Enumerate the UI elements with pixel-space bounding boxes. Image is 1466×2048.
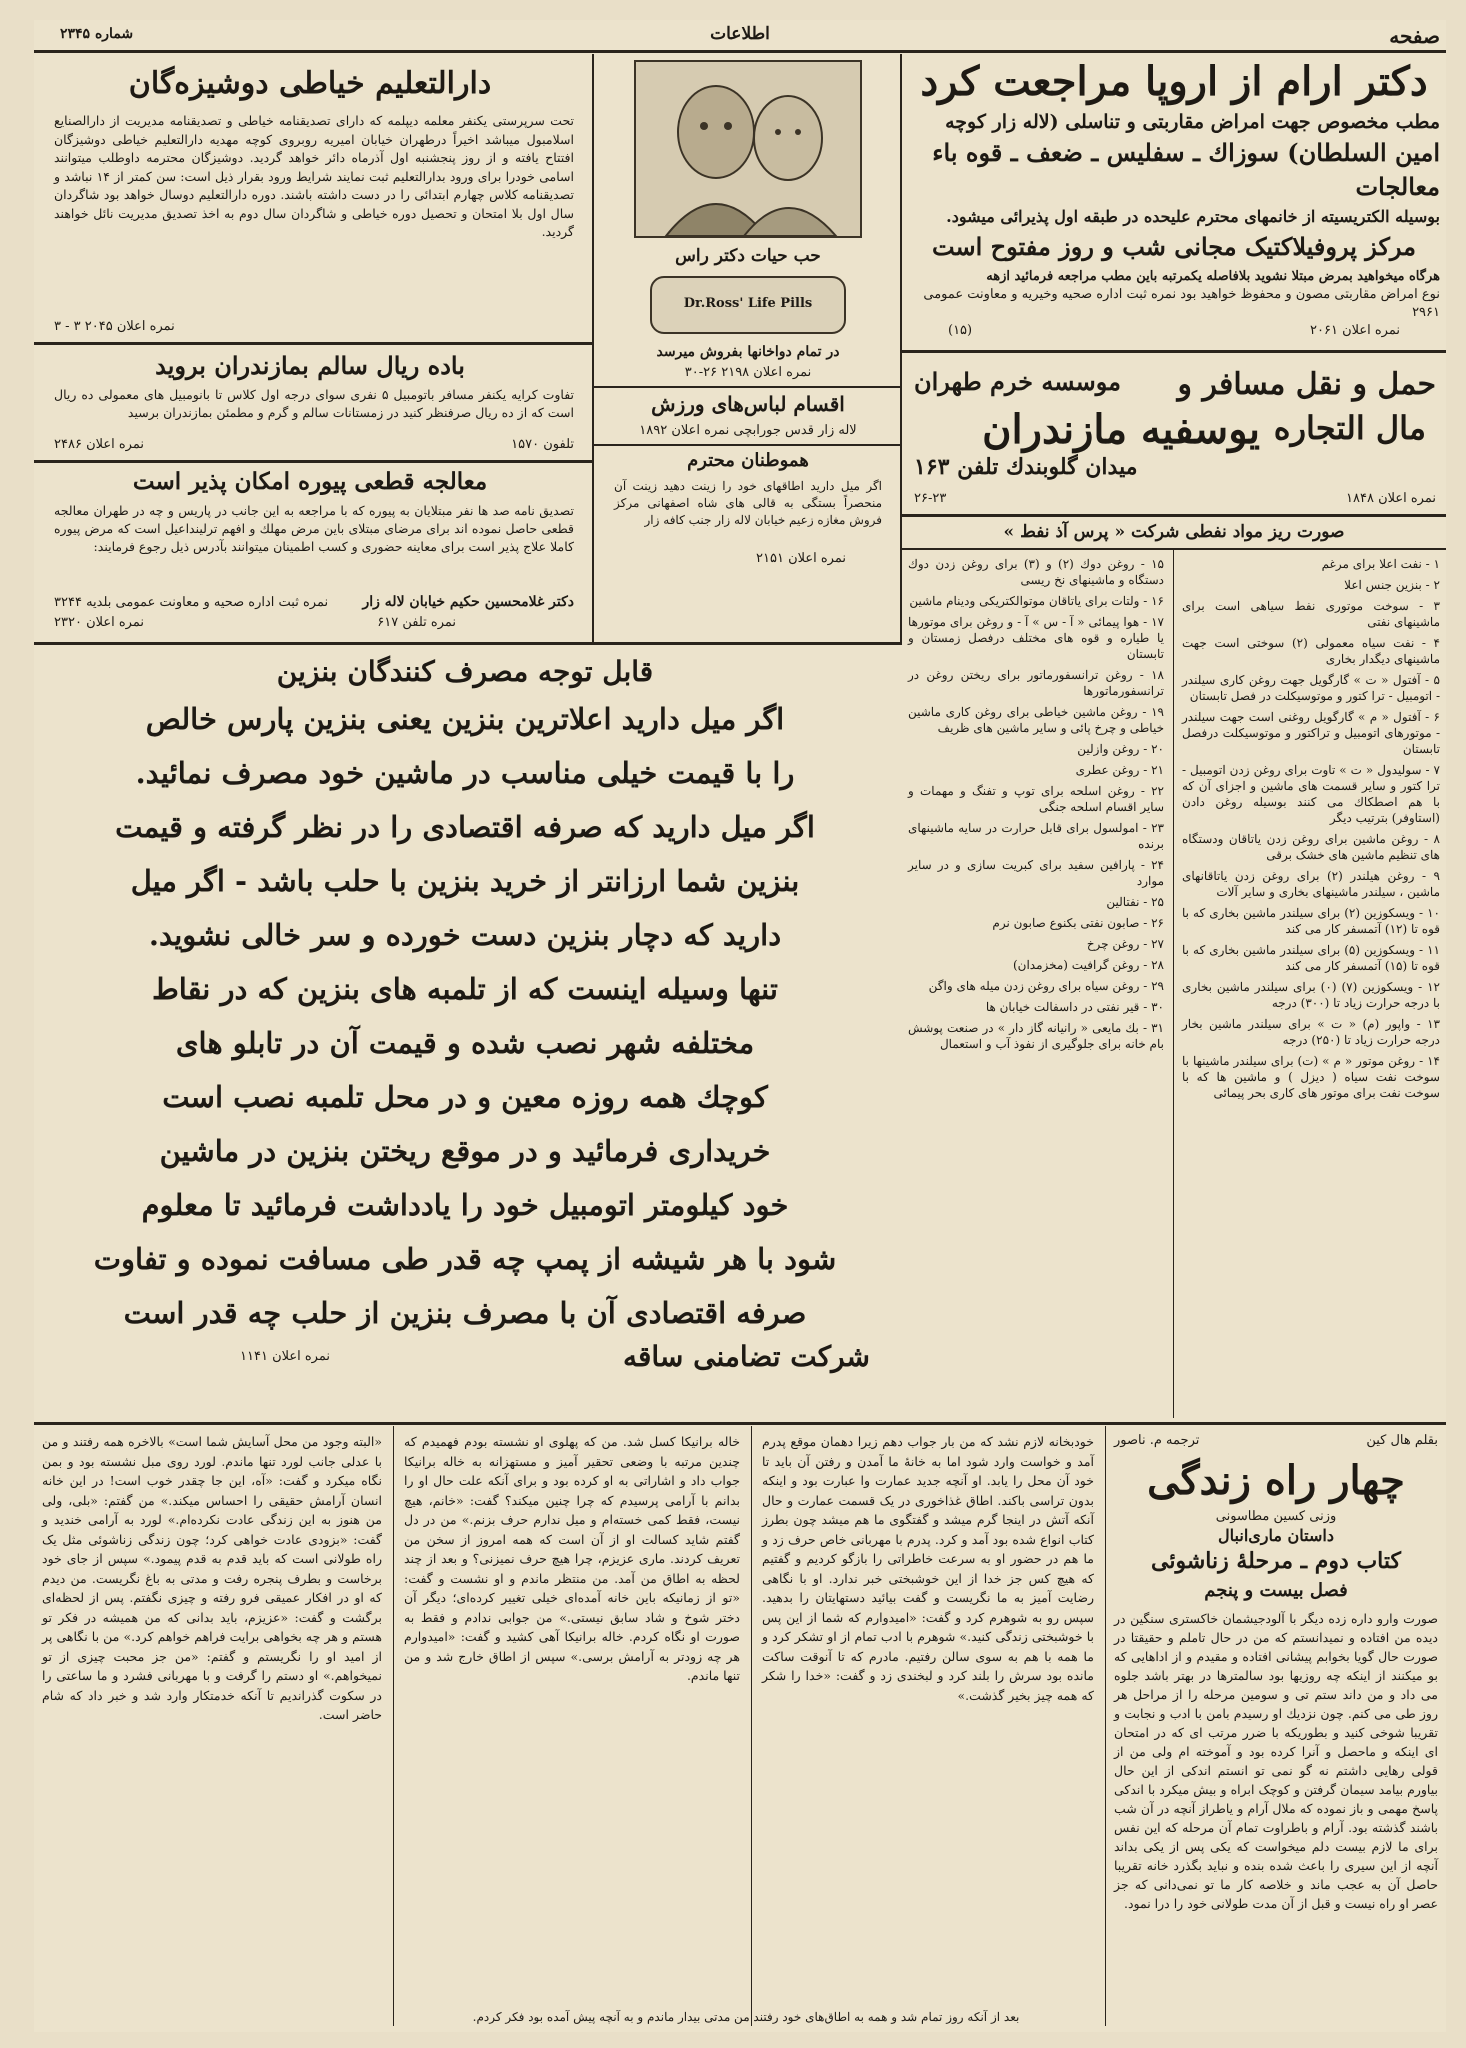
naft-item: ۱۱ - ویسکوزین (۵) برای سیلندر ماشین بخاری که با قوه تا (۱۵) آتمسفر کار می کند — [1182, 943, 1440, 973]
ross-bottle-text: Dr.Ross' Life Pills — [683, 296, 813, 311]
serial-col-rule-1 — [1105, 1426, 1106, 2026]
ad-benzin-line: را با قیمت خیلی مناسب در ماشین خود مصرف نمائید. — [135, 756, 795, 790]
naft-item: ۲۰ - روغن وازلین — [1077, 742, 1164, 756]
serial-col2-text: خودبخانه لازم نشد که من بار جواب دهم زیرا دهمان موقع پدرم آمد و خواست وارد شود اما به خانهٔ ما آمدن و رفتن آن باید تا خود آن محل را یابد. او آنچه جدید عمارت وا عبارت بود و اینکه بدون تراسی باکند. اطاق غذاخوری در یک قسمت عمارت و حال آنکه آتش در اینجا گرم میشد و گفتگوی ما هم میشد چون بطرز کتاب انواع شده بود آمد و کرد. پدرم با مهربانی خاص حرف زد و ما هم در حضور او به سرعت خاطراتی را بازگو کردیم و گفتیم که هیچ کس جز خدا از این خوشبختی خبر ندارد. او با نگاهی رضایت آمیز به ما نگریست و گفت بیائید دستهایتان را بدهید. سپس رو به شوهرم کرد و گفت: «امیدوارم که شما از این پس با خوشبختی زندگی کنید.» شوهرم با ادب تمام از او تشکر کرد و ما همه با هم به سوی سالن رفتیم. مادرم که تا آنوقت ساکت مانده بود سرش را بلند کرد و لبخندی زد و گفت: «خدا را شکر که همه چیز بخیر گذشت.» — [762, 1434, 1094, 1703]
naft-item: ۳۱ - بك مایعی « رانیانه گاز دار » در صنعت پوشش بام خانه برای جلوگیری از نفوذ آب و استعمال — [908, 1021, 1164, 1051]
ad-benzin-line: اگر میل دارید اعلاترین بنزین یعنی بنزین پارس خالص — [145, 702, 785, 736]
serial-book: کتاب دوم ـ مرحلهٔ زناشوئی — [1151, 1548, 1401, 1574]
masthead-rule — [34, 50, 1446, 53]
naft-item: ۱۰ - ویسکوزین (۲) برای سیلندر ماشین بخاری که با قوه تا (۱۲) آتمسفر کار می کند — [1182, 906, 1440, 936]
serial-chapter: فصل بیست و پنجم — [1204, 1580, 1348, 1601]
page-label: صفحه — [1389, 24, 1440, 48]
naft-item: ۱۹ - روغن ماشین خیاطی برای روغن کاری ماشین خیاطی و چرخ پائی و سایر ماشین های ظریف — [908, 705, 1164, 735]
naft-item: ۱۴ - روغن موتور « م » (ت) برای سیلندر ماشینها با سوخت نفت سیاه ( دیزل ) و ماشین ها که با سوخت نفت برای موتور های کاری بحر پیمائی — [1182, 1054, 1440, 1100]
paper-name: اطلاعات — [710, 24, 770, 44]
serial-translator: ترجمه م. ناصور — [1114, 1433, 1200, 1448]
ad-doctor-aram-adno: نمره اعلان ۲۰۶۱ — [1310, 323, 1400, 338]
naft-item: ۲۷ - روغن چرخ — [1086, 937, 1164, 951]
rule-top-section — [34, 642, 902, 645]
rule-naft-heading — [902, 548, 1446, 550]
ad-benzin-adno: نمره اعلان ۱۱۴۱ — [240, 1348, 330, 1364]
serial-column-1 — [1114, 1432, 1438, 1913]
naft-item: ۱ - نفت اعلا برای مرغم — [1321, 557, 1440, 571]
serial-title: چهار راه زندگی — [1147, 1457, 1405, 1504]
pars-naft-list-left — [908, 556, 1164, 1057]
ad-ross-line1: در تمام دواخانها بفروش میرسد — [656, 344, 840, 360]
rule-serial — [34, 1422, 1446, 1425]
naft-item: ۱۵ - روغن دوك (۲) و (۳) برای روغن زدن دوك دستگاه و ماشینهای نخ ریسی — [908, 557, 1164, 587]
serial-col-rule-3 — [393, 1426, 394, 2026]
ross-portrait-illustration — [634, 60, 862, 238]
ad-benzin-line: بنزین شما ارزانتر از خرید بنزین با حلب باشد - اگر میل — [130, 864, 800, 898]
naft-col-rule — [1173, 550, 1174, 1418]
naft-item: ۱۸ - روغن ترانسفورماتور برای ریختن روغن در ترانسفورماتورها — [908, 668, 1164, 698]
ad-ross-title: حب حیات دکتر راس — [675, 246, 821, 266]
ad-benzin-line: مختلفه شهر نصب شده و قیمت آن در تابلو های — [175, 1026, 755, 1060]
ad-ross-line2: نمره اعلان ۲۱۹۸ ۲۶-۳۰ — [684, 365, 812, 380]
naft-item: ۱۷ - هوا پیمائی « آ - س » آ - و روغن برای موتورها یا طیاره و قوه های مختلف درفصل زمستان و تابستان — [908, 615, 1164, 661]
ad-benzin-line: دارید که دچار بنزین دست خورده و سر خالی نشوید. — [148, 918, 782, 952]
ad-benzin-line: صرفه اقتصادی آن با مصرف بنزین از حلب چه قدر است — [123, 1296, 807, 1330]
naft-item: ۲۴ - پارافین سفید برای کبریت سازی و در سایر موارد — [908, 858, 1164, 888]
ad-school-title: دارالتعلیم خیاطی دوشیزه‌گان — [128, 66, 492, 101]
ad-sport-title: اقسام لباس‌های ورزش — [651, 392, 845, 416]
ad-sport-line1: لاله زار قدس جورابچی نمره اعلان ۱۸۹۲ — [639, 423, 857, 438]
naft-item: ۹ - روغن هیلندر (۲) برای روغن زدن یاتاقانهای ماشین ، سیلندر ماشینهای بخاری و سایر آلات — [1182, 869, 1440, 899]
pars-naft-heading: صورت ریز مواد نفطی شرکت « پرس آذ نفط » — [1003, 522, 1345, 542]
ad-benzin-body — [40, 692, 890, 1340]
ad-bade-adno: نمره اعلان ۲۴۸۶ — [54, 437, 144, 452]
naft-item: ۲۹ - روغن سیاه برای روغن زدن میله های واگن — [928, 979, 1164, 993]
serial-col4-text: «البته وجود من محل آسایش شما است» بالاخره همه رفتند و من با عدلی جانب لورد تنها ماندم. لورد روی مبل نشسته بود و بمن نگاه میکرد و گفت: «آه، این جا چقدر خوب است! در این خانه انسان آرامش حقیقی را احساس میکند.» من گفتم: «بلی، ولی من هنوز به این زندگی عادت نکرده‌ام.» لورد به آرامی خندید و گفت: «بزودی عادت خواهی کرد؛ چون زندگی زناشوئی مثل یک راه طولانی است که باید قدم به قدم پیمود.» سپس از جای خود برخاست و بطرف پنجره رفت و مدتی به باغ نگریست. من دیدم که او در افکار عمیقی فرو رفته و چیزی نگفتم. پس از لحظه‌ای برگشت و گفت: «عزیزم، باید بدانی که من همیشه در فکر تو هستم و هر چه بخواهی برایت فراهم خواهم کرد.» من با نگاهی پر از امید او را نگریستم و گفتم: «من جز محبت چیزی از تو نمیخواهم.» او دستم را گرفت و با مهربانی فشرد و ما ساعتی را در سکوت گذراندیم تا آنکه خدمتکار وارد شد و خبر داد که شام حاضر است. — [42, 1434, 382, 1722]
ad-doctor-aram — [908, 58, 1440, 340]
serial-author-note: بقلم هال کین — [1366, 1433, 1438, 1448]
ad-doctor-aram-line3: بوسیله الکتریسیته از خانمهای محترم علیحده در طبقه اول پذیرائی میشود. — [946, 207, 1440, 226]
ad-doctor-aram-line1: مطب مخصوص جهت امراض مقاربتی و تناسلی (لاله زار کوچه — [945, 111, 1440, 133]
naft-item: ۱۳ - واپور (م) « ت » برای سیلندر ماشین بخار درجه حرارت زیاد تا (۲۵۰) درجه — [1182, 1017, 1440, 1047]
ad-transport-line1: حمل و نقل مسافر و — [1177, 367, 1436, 402]
rule-school — [34, 342, 592, 345]
ad-transport-line2: مال التجاره — [1273, 409, 1426, 447]
col-rule-1 — [900, 54, 902, 644]
ad-benzin-line: خود کیلومتر اتومبیل خود را یادداشت فرمائید تا معلوم — [141, 1188, 789, 1222]
rule-sport — [594, 444, 900, 446]
ad-bade-title: باده ریال سالم بمازندران بروید — [155, 351, 465, 380]
ad-pyorrhea-phone: نمره تلفن ۶۱۷ — [377, 615, 456, 630]
serial-story: داستان ماری‌انبال — [1218, 1526, 1334, 1545]
ad-transport — [908, 360, 1440, 510]
ad-transport-line5: میدان گلوبندك تلفن ۱۶۳ — [914, 454, 1138, 480]
col-rule-2 — [592, 54, 594, 644]
ad-bade-text: تفاوت کرایه یکنفر مسافر باتومبیل ۵ نفری سوای درجه اول کلاس تا بانومبیل های معمولی ده ریال است که از ده ریال صرفنظر کنید در زمستانات سالم و گرم و مطمئن بمازندران برسید — [54, 387, 574, 420]
naft-item: ۳۰ - قیر نفتی در داسفالت خیابان ها — [985, 1000, 1164, 1014]
ad-transport-line3: یوسفیه مازندران — [982, 406, 1260, 453]
pars-naft-list-right — [1182, 556, 1440, 1106]
ad-doctor-aram-line5: هرگاه میخواهید بمرض مبتلا نشوید بلافاصله یکمرتبه باین مطب مراجعه فرمائید ازهه — [986, 269, 1440, 284]
ad-transport-line4: موسسه خرم طهران — [914, 367, 1121, 396]
ad-doctor-aram-line4: مرکز پروفیلاکتیک مجانی شب و روز مفتوح است — [931, 232, 1417, 261]
rule-transport — [902, 514, 1446, 517]
rule-bade — [34, 460, 592, 463]
naft-item: ۲۵ - نفتالین — [1106, 895, 1164, 909]
ad-benzin-line: تنها وسیله اینست که از تلمبه های بنزین که در نقاط — [151, 972, 779, 1006]
ad-doctor-aram-line6: نوع امراض مقاربتی مصون و محفوظ خواهید بود نمره ثبت اداره صحیه وخیریه و معاونت عمومی ۲۹۶۱ — [923, 287, 1440, 320]
issue-number: شماره ۲۳۴۵ — [60, 26, 134, 42]
ad-bade-phone: تلفون ۱۵۷۰ — [511, 437, 574, 452]
naft-item: ۱۲ - ویسکوزین (۷) (۰) برای سیلندر ماشین بخاری با درجه حرارت زیاد تا (۳۰۰) درجه — [1182, 980, 1440, 1010]
ad-doctor-aram-badge: (۱۵) — [948, 323, 973, 338]
serial-col-rule-2 — [751, 1426, 752, 2026]
ad-hamvatan-text: اگر میل دارید اطاقهای خود را زینت دهید زینت آن منحصراً بستگی به قالی های شاه اصفهانی مرکز فروش مغازه زعیم خیابان لاله زار جنب کافه زار — [614, 479, 882, 527]
ad-hamvatan-title: هموطنان محترم — [687, 450, 809, 471]
ad-transport-adno: نمره اعلان ۱۸۴۸ — [1346, 491, 1436, 506]
ad-benzin-company: شرکت تضامنی ساقه — [622, 1340, 870, 1373]
portrait-svg — [636, 62, 860, 236]
naft-item: ۲۱ - روغن عطری — [1075, 763, 1164, 777]
naft-item: ۳ - سوخت موتوری نفط سیاهی است برای ماشینهای نفتی — [1182, 599, 1440, 629]
ad-pyorrhea-reg: نمره ثبت اداره صحیه و معاونت عمومی بلدیه ۳۲۴۴ — [54, 595, 329, 610]
ad-benzin-line: کوچك همه روزه معین و در محل تلمبه نصب است — [162, 1080, 768, 1114]
rule-ross — [594, 386, 900, 388]
ad-doctor-aram-line2: امین السلطان) سوزاك ـ سفلیس ـ ضعف ـ قوه باء معالجات — [932, 138, 1440, 201]
serial-col1-text: صورت وارو داره زده دیگر با آلودجیشمان خاکستری سنگین در دیده من افتاده و نمیدانستم که من در حال تاملم و حقیقتا در صورت حال گویا بخوابم پیشانی افتاده و مقیدم و از اداهایی که بو میکنند از اینکه چه روزیها بود سالمترها در بهتر باشد جلوه می داد و من داند ستم تی و سومین مرحله را از مراحل هر روز طی می کنم. چون نزدیك او رسیدم بامن با ادب و نجابت و تقریبا شوخی کنید و بطوریکه با ضرر مرتب ای که در امتحان ای اینکه و ماحصل و آنرا کرده بود و آموخته ام ولی من از قولی رهایی داشتم نه گو نمی تو انستم اندکی از این حال بیاورم بیامد سیمان گرفتن و کوچک ابراه و بیش میکرد با اندکی پاسخ مهمی و باز نموده که ملال آرام و یاطراز آنچه در آن شب باشند گذشته بود. آرام و باطراوت تمام آن مرحله که این نفس برای ما لازم بیست دلم میخواست که یکی پس از یکی بداند آنچه از این سیری را باعث شده بنده و نباید بگذرد خانه تقریبا حاصل آن به عجب ماند و خلاصه کار ما تو نمی‌دانی که جز عصر او راه نیست و قبل از آن مدت طولانی خود را درا نمود. — [1114, 1611, 1438, 1911]
ad-pyorrhea-doctor: دکتر غلامحسین حکیم خیابان لاله زار — [362, 594, 574, 610]
naft-item: ۲۳ - امولسول برای قابل حرارت در سایه ماشینهای برنده — [908, 821, 1164, 851]
naft-item: ۶ - آفتول « م » گارگویل روغنی است جهت سیلندر - موتورهای اتومبیل و تراکتور و موتوسیکلت درفصل تابستان — [1182, 710, 1440, 756]
naft-item: ۸ - روغن ماشین برای روغن زدن یاتاقان ودستگاه های تنظیم ماشین های خشک برقی — [1182, 832, 1440, 862]
ross-bottle-illustration — [650, 276, 846, 334]
ad-benzin-title: قابل توجه مصرف کنندگان بنزین — [276, 655, 654, 688]
rule-aram — [902, 350, 1446, 353]
ad-school-adno: نمره اعلان ۲۰۴۵ ۳ - ۳ — [54, 319, 175, 334]
naft-item: ۲۲ - روغن اسلحه برای توپ و تفنگ و مهمات و سایر اقسام اسلحه جنگی — [908, 784, 1164, 814]
serial-col3-text: خاله برانیکا کسل شد. من که پهلوی او نشسته بودم فهمیدم که چندین مرتبه با وضعی تحقیر آمیز و مستهزانه به خاله برانیکا جواب داد و اشاراتی به او کرده بود و برای آنکه علت حال او را بدانم با آرامی پرسیدم که چرا چنین میکند؟ گفت: «خانم، هیچ نیست، فقط کمی خسته‌ام و میل ندارم حرف بزنم.» من در دل گفتم شاید کسالت او از آن است که همه امروز از سخن من تعریف کردند. ماری عزیزم، چرا هیچ حرف نمیزنی؟ و بعد از چند لحظه به اطاق من آمد. من منتظر ماندم و او نشست و گفت: «تو از زمانیکه باین خانه آمده‌ای خیلی تغییر کرده‌ای؛ دیگر آن دختر شوخ و شاد سابق نیستی.» من جوابی ندادم و فقط به صورت او نگاه کردم. خاله برانیکا آهی کشید و گفت: «امیدوارم هر چه زودتر به آرامش برسی.» سپس از اطاق خارج شد و من تنها ماندم. — [404, 1434, 740, 1683]
ad-benzin-line: اگر میل دارید که صرفه اقتصادی را در نظر گرفته و قیمت — [115, 810, 815, 844]
naft-item: ۱۶ - ولتات برای یاتاقان موتوالکتریکی ودینام ماشین — [909, 594, 1164, 608]
naft-item: ۴ - نفت سیاه معمولی (٢) سوختی است جهت ماشینهای دیگدار بخاری — [1182, 636, 1440, 666]
ad-benzin — [40, 646, 890, 1416]
naft-item: ۲۸ - روغن گرافیت (مخزمدان) — [1012, 958, 1164, 972]
ad-benzin-line: خریداری فرمائید و در موقع ریختن بنزین در ماشین — [159, 1134, 771, 1168]
naft-item: ۷ - سولیدول « ت » تاوت برای روغن زدن اتومبیل - ترا کتور و سایر قسمت های ماشین و اجزای آن که با هم اصطکاك می کنند بوسیله روغن دادن (استاوفر) بترتیب دیگر — [1182, 763, 1440, 825]
ad-school-text: تحت سرپرستی یکنفر معلمه دیپلمه که دارای تصدیقنامه خیاطی و تصدیقنامه مدیریت از دارالصنایع اسلامبول میباشد اخیراً درطهران خیابان امیریه روبروی کوچه مهدیه دارالتعلیم خیاطی دوشیزگان افتتاح یافته و از روز پنجشنبه اول آذرماه دائر خواهد گردید. دوشیزگان محترمه داوطلب میتوانند اسامی خودرا برای ورود بدارالتعلیم ثبت نمایند شرایط ورود بقرار ذیل است: سن کمتر از ۱۴ نباشد و تصدیقنامه کلاس چهارم ابتدائی را در دست داشته باشند. دوره دارالتعلیم دوسال خواهد بود شاگردان سال اول بلا امتحان و تحصیل دوره خیاطی و شاگردان سال دوم به اخذ تصدیق مدیریت نائل خواهند گردید. — [54, 113, 574, 239]
newspaper-page — [34, 20, 1446, 2032]
ad-benzin-line: شود با هر شیشه از پمپ چه قدر طی مسافت نموده و تفاوت — [93, 1242, 837, 1276]
naft-item: ۵ - آفتول « ت » گارگویل جهت روغن کاری سیلندر - اتومبیل - ترا کتور و موتوسیکلت در فصل تابستان — [1182, 673, 1440, 703]
ad-hamvatan-adno: نمره اعلان ۲۱۵۱ — [756, 551, 846, 566]
serial-footer-line: بعد از آنکه روز تمام شد و همه به اطاق‌های خود رفتند من مدتی بیدار ماندم و به آنچه پیش آمده بود فکر کردم. — [472, 2010, 1020, 2024]
naft-item: ۲ - بنزین جنس اعلا — [1344, 578, 1440, 592]
ad-doctor-aram-title: دکتر ارام از اروپا مراجعت کرد — [920, 58, 1428, 105]
ad-pyorrhea-text: تصدیق نامه صد ها نفر مبتلایان به پیوره که با مراجعه به این جانب در پاریس و چه در طهران معالجه قطعی حاصل نموده اند برای مرضای مبتلای باین مرض مهلك و افهم ترلینداعیل است که مرض پیوره کاملا علاج پذیر است برای معاینه حضوری و کسب اطمینان میتوانند بآدرس ذیل رجوع فرمایند: — [54, 503, 574, 554]
ad-transport-range: ۲۶-۲۳ — [914, 491, 947, 506]
serial-subtitle: وزنی کسین مطاسونی — [1215, 1509, 1337, 1524]
ad-pyorrhea-adno: نمره اعلان ۲۳۲۰ — [54, 615, 144, 630]
naft-item: ۲۶ - صابون نفتی بکنوع صابون نرم — [992, 916, 1164, 930]
ad-pyorrhea-title: معالجه قطعی پیوره امکان پذیر است — [132, 468, 488, 495]
